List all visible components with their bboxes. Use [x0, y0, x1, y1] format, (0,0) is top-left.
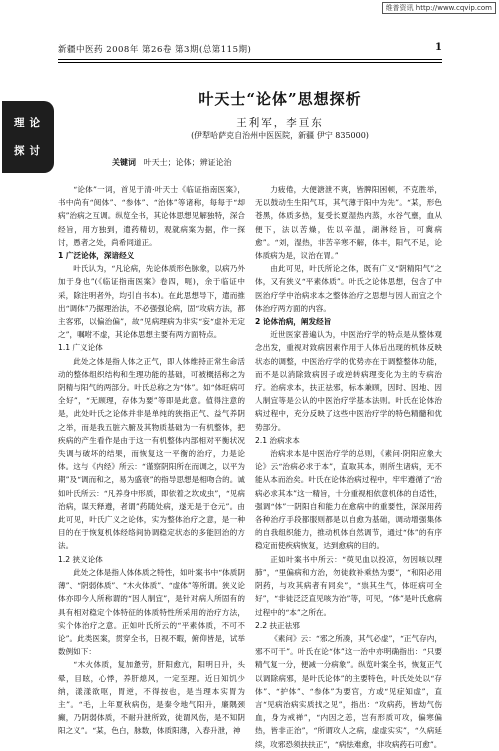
sidebar-label-line1: 理论 [14, 117, 45, 129]
running-header [58, 43, 442, 57]
section-heading: 1.1 广义论体 [58, 343, 103, 353]
watermark: 维普资讯 http://www.cqvip.com [382, 2, 496, 14]
section-heading: 2.2 扶正祛邪 [255, 620, 300, 630]
journal-info: 新疆中医药 2008年 第26卷 第3期(总第115期) [58, 45, 252, 55]
section-heading: 1 广泛论体，深谙经义 [58, 251, 135, 261]
paragraph: “木火体质，复加惫劳，肝阳愈亢，阳明日升，头晕，目眩，心悸，养肝熄风，一定至理。近日知饥少纳，漾漾欲呕，胃逆，不得按也，是当理本实胃为主”。“毛，上年夏秋病伤，是秦令地气阳升，廉隅颈癫，乃阴弱体质，不耐升泄所致，徒谓风伤，是不知阴阳之义”。“某，色白，脉数，体质阳薄，入春升泄，神 [58, 660, 245, 736]
sidebar-label-line2: 探讨 [14, 145, 45, 157]
affiliation: (伊犁哈萨克自治州中医医院，新疆 伊宁 835000) [191, 131, 369, 140]
keywords-label: 关键词 [112, 158, 136, 167]
left-column [58, 183, 245, 738]
section-sidebar-tag [2, 101, 54, 173]
section-heading: 1.2 狭义论体 [58, 554, 103, 564]
paragraph: “论体”一词，首见于清·叶天士《临证指南医案》，书中尚有“阅体”、“参体”、“治体”等诸称，每每于“却病”治病之互调。纵览全书，其论体思想见解独特，深合经旨，用方独到，遣药精切，观就病案为据，作一探讨，愚者之处，尚希同道正。 [58, 185, 245, 247]
section-heading: 2.1 治病求本 [255, 435, 300, 445]
paragraph: 此处之体是指人体之正气，即人体维持正常生命活动的整体组织结构和生理功能的基础，可被概括称之为阴精与阳气的两部分。叶氏总称之为“体”。如“体旺病可全好”，“无顾理，存体为要”等即是此意。值得注意的是，此处叶氏之论体并非是单纯的狭指正气、益气养阴之举，而是我五脏六腑及其物质基础为一有机整体，把疾病的产生看作是由于这一有机整体内部相对平衡状况失调与破坏的结果，而恢复这一平衡的治疗，力是论体。这与《内经》所云：“谨察阴阳所在而调之，以平为期”及“调而和之，易为盛衰”的指导思想是相吻合的。诚如叶氏所云：“凡养身中形质，即依着之坎成虫”，“见病治病，谋天释遵，者谓”药随处病，遂无是于仓元”。由此可见，叶氏广义之论体，实为整体治疗之意，是一种目的在于恢复机体经络间协调稳定状态的多能回治的方法。 [58, 356, 245, 551]
header-rule-top [58, 59, 442, 60]
paragraph: 此处之体是指人体体质之特性，如叶案书中“体质阴薄”、“阴弱体质”、“木火体质”、“虚体”等所谓。狭义论体亦即今人所称谓的“因人制宜”，是针对病人所固有的具有相对稳定个体特征的体质特性所采用的治疗方法，实个体治疗之意。正如叶氏所云的“平素体质，不可不论”。此类医案，贯穿全书，日视不暇，俯仰皆是，试举数例如下： [58, 567, 245, 657]
paragraph: 叶氏认为，“凡论病，先论体质形色脉象，以病乃外加于身也”(《临证指南医案》卷四，呃)，余于临证中采，除注明者外，均引自书本)。在此思想导下，遣而推出“调体”乃据理治法，不必强强论病，固“攻病方法，都主客邪，以偏治偏”，故“见病理病为非实“妄“虚补无定之”，嘱咐不虚，其论体思想主要有两方面特点。 [58, 264, 245, 340]
section-heading: 2 论体治病，阐发经旨 [255, 317, 332, 327]
paragraph: 力疲倦，大便溏泄不爽，皆脾阳困顿，不克胜举，无以鼓动生生阳气耳，其气薄于阳中为先”。“某，形色苍黑，体质多热，复受长夏湿热内蒸，水谷气壅，血从便下，法以苦燥，佐以辛温，湖淋经旨，可冀病愈”。“刘，湿热，非苦辛寒不解，体丰，阳气不足，论体质病为是，议治在胃。” [255, 185, 442, 261]
header-rule-bottom [58, 62, 442, 63]
keywords [112, 157, 232, 168]
keywords-text: 叶天士；论体；辨证论治 [143, 158, 232, 167]
paragraph: 近世医家普遍认为，中医治疗学的特点是从整体观念出发，重视对致病因素作用于人体后出现的机体反映状态的调整，中医治疗学的优势亦在于调整整体功能，而不是以消除致病因子或逆转病理变化为主的专病治疗。治病求本，扶正祛邪，标本兼顾，因时、因地、因人制宜等是公认的中医治疗学基本法则。叶氏在论体治病过程中，充分反映了这些中医治疗学的特色精髓和优势部分。 [255, 330, 442, 432]
author: 王利军，李亘东 [236, 117, 324, 129]
right-column [255, 183, 442, 751]
page-number: 1 [435, 42, 442, 53]
paragraph: 《素问》云：“邪之所凑，其气必虚”，“正气存内，邪不可干”。叶氏在论“体”这一治中亦明确指出：“只要精气复一分，便减一分病象”。纵览叶案全书，恢复正气以调除病邪，是叶氏论体”的主要特色，叶氏处处以“存体”、“护体”、“参体”为要官，方或“见症知虚”，直言“见病治病实质找之见”，指出：“攻病药，皆劫气伤血，身为戒禅”，“内因之恙，岂有形质可攻，偏寒偏热，皆非正治”，“所谓攻人之病，虚虚实实”，“久病延续，攻邪恐须扶扶正”，“病怯难愈，非攻病药石可愈”。 [255, 633, 442, 749]
article-title: 叶天士“论体”思想探析 [198, 90, 362, 108]
paragraph: 治病求本是中医治疗学的总则，《素问·阴阳应象大论》云“治病必求于本”，直取其本，则所生诸病，无不能从本而治矣。叶氏在论体治病过程中，牢牢遵循了“治病必求其本”这一精旨，十分重视相依意机体的自适性，强调“体”一阴阳自和能力在愈病中的重要性，深深用药各种治疗手段都服则都是以自愈为基础，调动增强集体的自我组织能力，推动机体自然调节，通过“体”的有序稳定而使疾病恢复，达到愈病的目的。 [255, 449, 442, 551]
paragraph: 由此可见，叶氏所论之体，既有广义“阴精阳气”之体，又有狭义“平素体质”。叶氏之论体思想，包含了中医治疗学中治病求本之整体治疗之思想与因人而宜之个体治疗两方面的内容。 [255, 264, 442, 313]
paragraph: 正如叶案书中所云：“萸见血以投凉，勿因咳以理肺”，“里偏病和方治，勿徒救补乘热为要”，“和阳必用阴药，与攻其病者有同矣”，“祟其生气，体旺病可全好”，“非徒泛泛直见咳为治”等，可见，“体”是叶氏愈病过程中的“本”之所在。 [255, 554, 442, 617]
